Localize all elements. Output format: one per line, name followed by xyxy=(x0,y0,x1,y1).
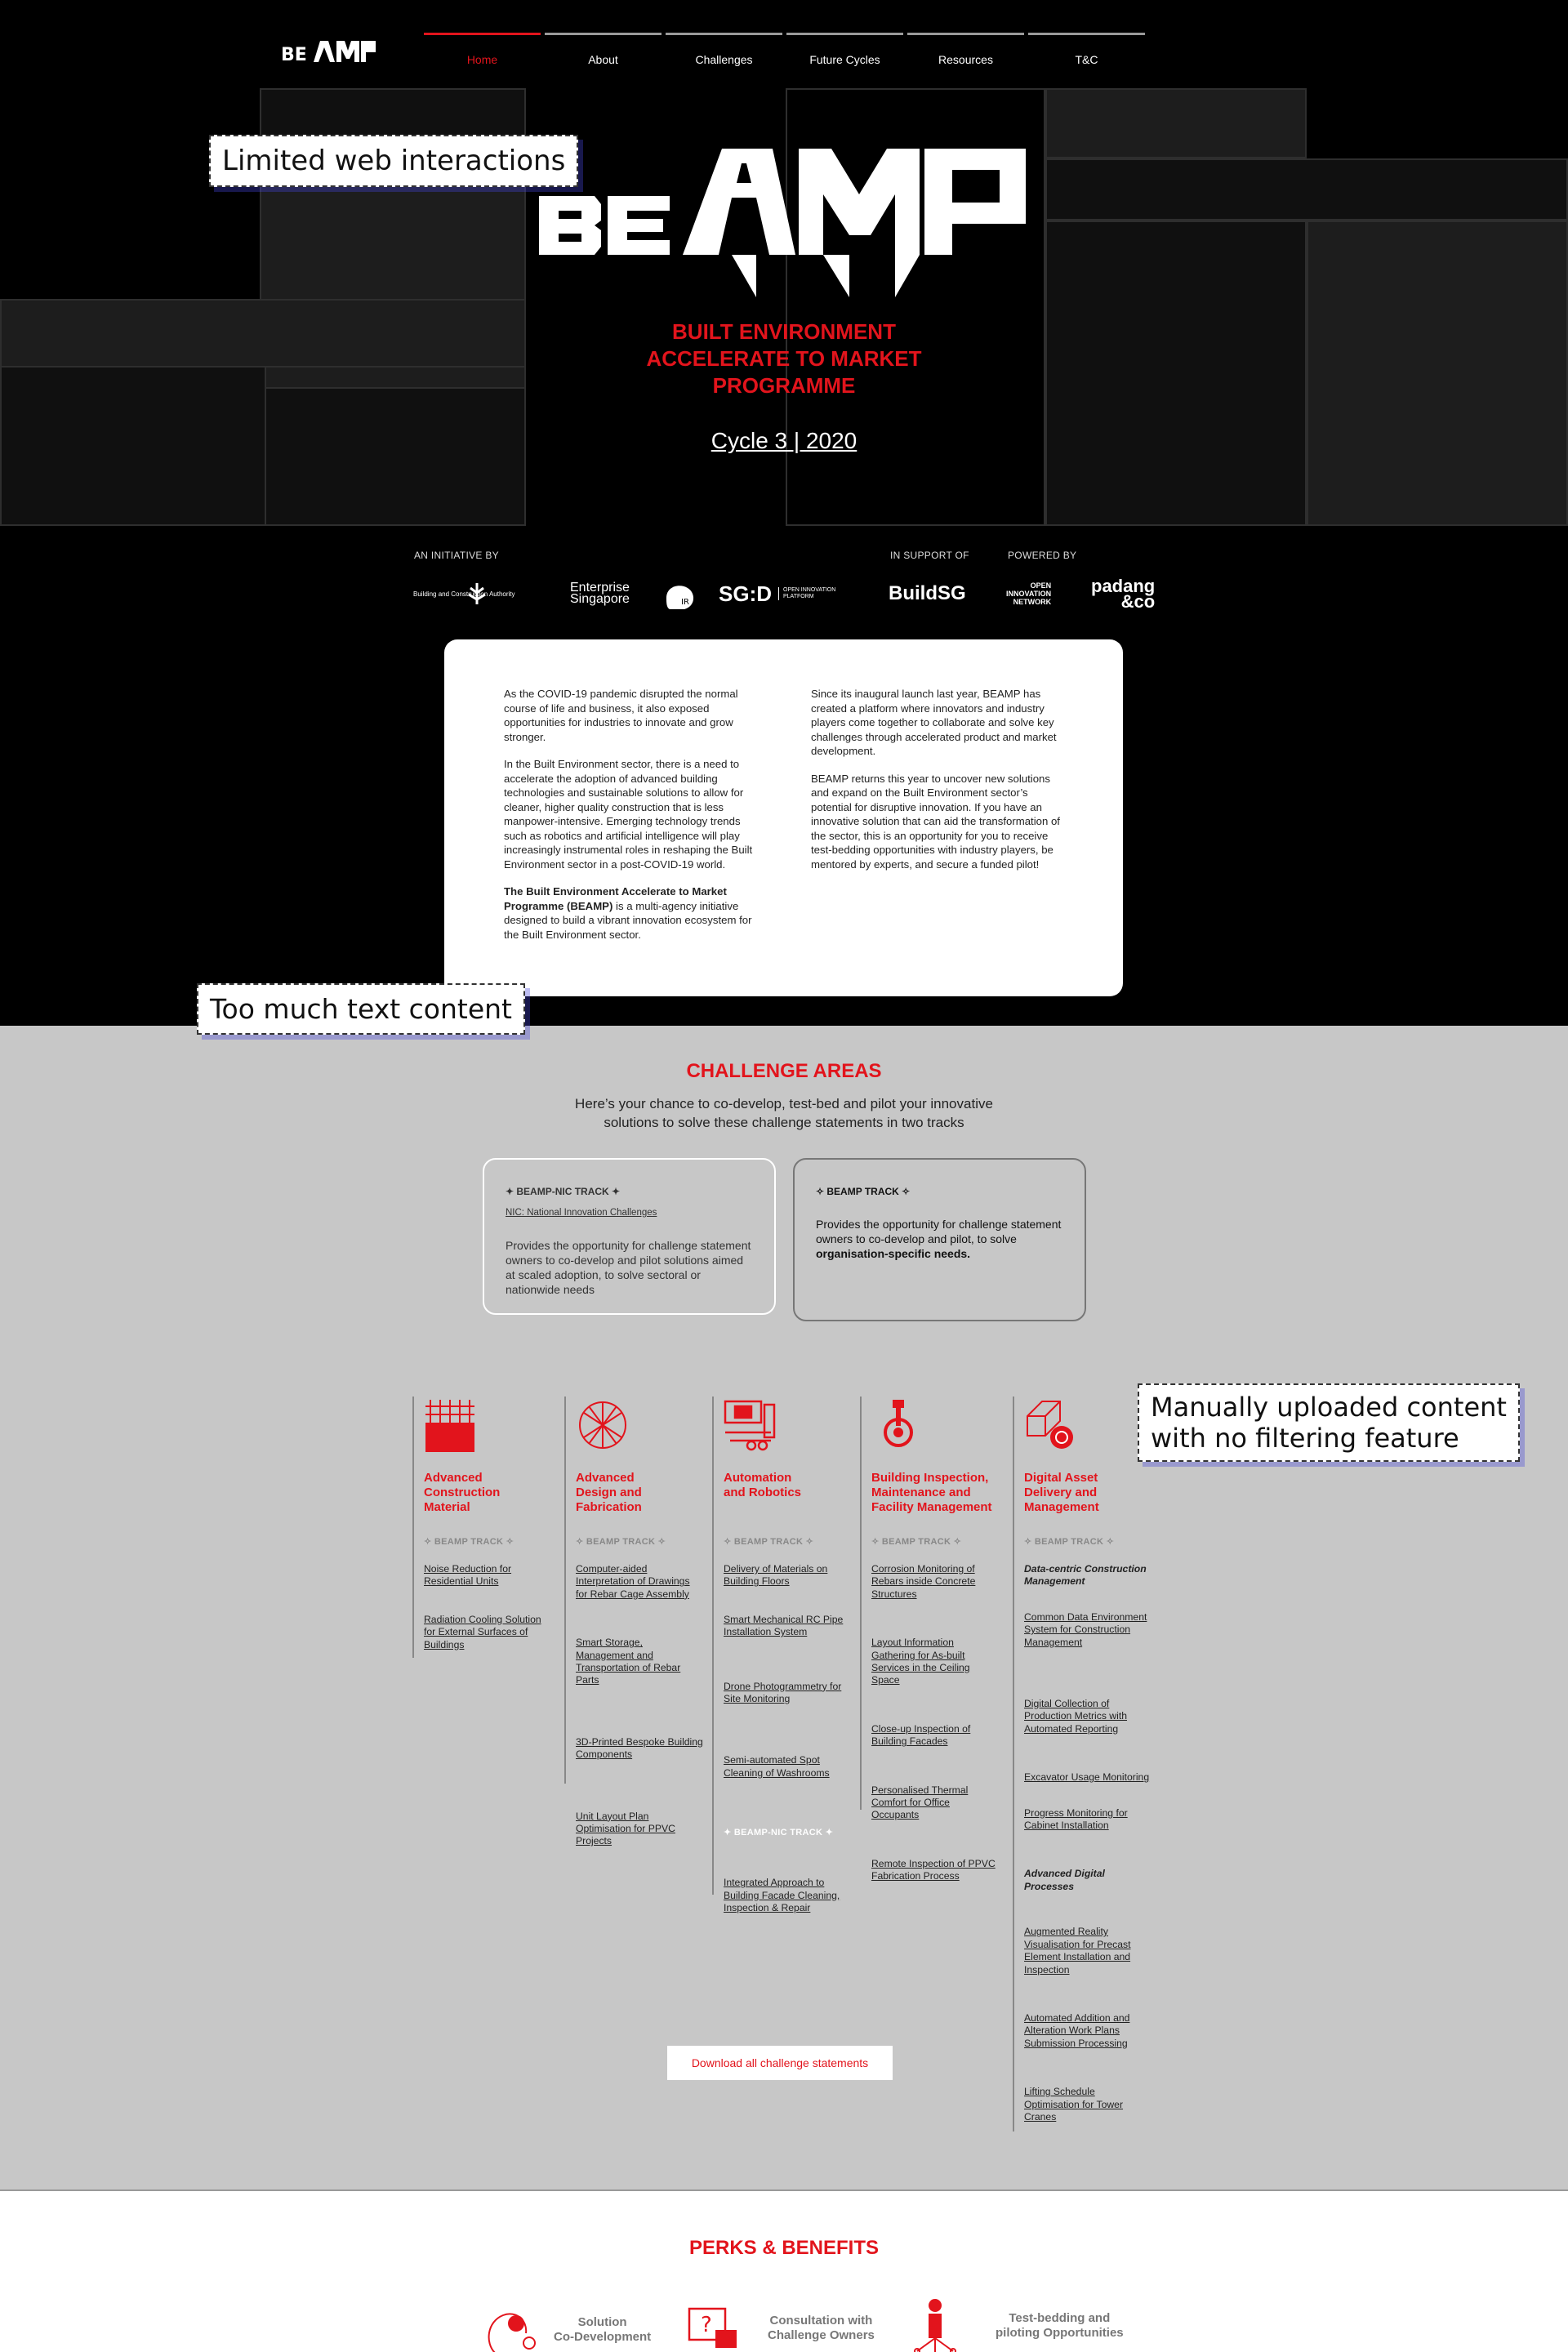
challenge-link[interactable]: Progress Monitoring for Cabinet Installation xyxy=(1024,1806,1128,1832)
perk-line: piloting Opportunities xyxy=(996,2326,1124,2340)
challenge-link[interactable]: Computer-aided Interpretation of Drawings for Rebar Cage Assembly xyxy=(576,1563,690,1600)
title-line: Automation xyxy=(724,1471,792,1485)
sgd-logo xyxy=(719,575,835,612)
challenge-link[interactable]: Personalised Thermal Comfort for Office Occupants xyxy=(871,1784,969,1821)
perk-label xyxy=(996,2311,1124,2341)
challenge-column-digital xyxy=(1013,1396,1152,2132)
column-title xyxy=(424,1471,551,1536)
nic-track-label: ✦ BEAMP-NIC TRACK ✦ xyxy=(724,1828,834,1838)
title-line: Advanced xyxy=(576,1471,635,1485)
challenge-title: CHALLENGE AREAS xyxy=(686,1060,882,1082)
es-line: Singapore xyxy=(570,592,630,606)
oin-line: OPEN xyxy=(1030,581,1052,590)
challenge-link[interactable]: Remote Inspection of PPVC Fabrication Process xyxy=(871,1857,996,1882)
challenge-link[interactable]: 3D-Printed Bespoke Building Components xyxy=(576,1735,703,1761)
challenge-column-robotics xyxy=(712,1396,851,1914)
nic-track-note[interactable]: NIC: National Innovation Challenges xyxy=(506,1208,657,1218)
challenge-link[interactable]: Smart Storage, Management and Transportation of Rebar Parts xyxy=(576,1637,681,1686)
challenge-column-material xyxy=(412,1396,551,1658)
intro-card xyxy=(444,639,1123,996)
title-line: Facility Management xyxy=(871,1500,992,1514)
challenge-link[interactable]: Unit Layout Plan Optimisation for PPVC Projects xyxy=(576,1810,675,1847)
nav-resources[interactable]: Resources xyxy=(907,33,1024,66)
cycle-link[interactable]: Cycle 3 | 2020 xyxy=(710,428,858,453)
perk-line: Challenge Owners xyxy=(768,2328,875,2342)
intro-left-column xyxy=(504,687,757,955)
nic-track-desc: Provides the opportunity for challenge statement owners to co-develop and pilot solutions aimed at scaled adoption, to solve sectoral or nationwide needs xyxy=(506,1239,751,1296)
tagline-line: ACCELERATE TO MARKET xyxy=(646,346,922,371)
intro-right-column xyxy=(811,687,1064,884)
initiative-label: AN INITIATIVE BY xyxy=(414,550,499,561)
perk-line: Consultation with xyxy=(769,2314,873,2328)
challenge-section xyxy=(0,1026,1568,2189)
title-line: Design and xyxy=(576,1486,642,1499)
challenge-link[interactable]: Layout Information Gathering for As-built Services in the Ceiling Space xyxy=(871,1637,970,1686)
imda-logo-icon xyxy=(663,581,697,611)
column-title xyxy=(1024,1471,1152,1536)
perk-item xyxy=(483,2305,651,2352)
challenge-link[interactable]: Delivery of Materials on Building Floors xyxy=(724,1563,828,1588)
beamp-track-desc xyxy=(816,1217,1063,1261)
intro-paragraph xyxy=(504,884,757,942)
perk-line: Test-bedding and xyxy=(1009,2311,1111,2325)
svg-text:IR: IR xyxy=(681,598,689,607)
subtitle-line: solutions to solve these challenge statements in two tracks xyxy=(604,1115,964,1130)
bca-name: Building and Construction Authority xyxy=(413,590,515,598)
title-line: Advanced xyxy=(424,1471,483,1485)
powered-label: POWERED BY xyxy=(1008,550,1077,561)
support-label: IN SUPPORT OF xyxy=(890,550,969,561)
enterprise-sg-logo xyxy=(570,575,630,612)
perk-line: Solution xyxy=(577,2315,627,2329)
challenge-link[interactable]: Augmented Reality Visualisation for Precast Element Installation and Inspection xyxy=(1024,1926,1131,1976)
download-challenges-button[interactable]: Download all challenge statements xyxy=(667,2046,893,2080)
track-label: ✧ BEAMP TRACK ✧ xyxy=(724,1537,814,1547)
network-person-icon xyxy=(911,2297,960,2352)
hero-tagline xyxy=(0,318,1568,399)
nav-tnc[interactable]: T&C xyxy=(1028,33,1145,66)
title-line: Material xyxy=(424,1500,470,1514)
column-title xyxy=(724,1471,851,1536)
perk-label xyxy=(768,2314,875,2343)
challenge-subtitle xyxy=(0,1094,1568,1132)
es-line: Enterprise xyxy=(570,581,630,595)
tagline-line: PROGRAMME xyxy=(712,373,856,398)
perks-title: PERKS & BENEFITS xyxy=(688,2237,880,2259)
intro-paragraph: As the COVID-19 pandemic disrupted the normal course of life and business, it also exposed opportunities for industries to innovate and grow stronger. xyxy=(504,688,738,743)
nav-future-cycles[interactable]: Future Cycles xyxy=(786,33,903,66)
buildsg-logo: BuildSG xyxy=(889,582,966,604)
oip-line: OPEN INNOVATION xyxy=(783,587,836,593)
title-line: Delivery and xyxy=(1024,1486,1098,1499)
question-chat-icon xyxy=(688,2305,738,2351)
padang-co-logo xyxy=(1091,575,1155,612)
nav-about[interactable]: About xyxy=(545,33,662,66)
oin-line: INNOVATION xyxy=(1006,590,1052,598)
bca-mark-icon xyxy=(466,581,488,606)
challenge-link[interactable]: Lifting Schedule Optimisation for Tower Cranes xyxy=(1024,2086,1124,2123)
title-line: Management xyxy=(1024,1500,1099,1514)
intro-paragraph: In the Built Environment sector, there is a need to accelerate the adoption of advanced building technologies and sustainable solutions to allow for cleaner, higher quality construction that is less manpower-intensive. Emerging technology trends such as robotics and artificial intelligence will play increasingly instrumental roles in reshaping the Built Environment sector in a post-COVID-19 world. xyxy=(504,758,753,871)
beamp-track-title: ✧ BEAMP TRACK ✧ xyxy=(816,1186,911,1197)
perk-line: Co-Development xyxy=(554,2330,652,2344)
beamp-definition: The Built Environment Accelerate to Market Programme (BEAMP) xyxy=(504,885,727,912)
beamp-desc-bold: organisation-specific needs. xyxy=(816,1247,971,1260)
intro-paragraph-tail: is a multi-agency initiative designed to build a vibrant innovation ecosystem for the Built Environment sector. xyxy=(504,899,752,941)
nav-home[interactable]: Home xyxy=(424,33,541,66)
title-line: Maintenance and xyxy=(871,1486,971,1499)
track-label: ✧ BEAMP TRACK ✧ xyxy=(424,1537,514,1547)
gear-head-icon xyxy=(483,2305,542,2352)
challenge-link[interactable]: Digital Collection of Production Metrics with Automated Reporting xyxy=(1024,1698,1127,1735)
title-line: Fabrication xyxy=(576,1500,642,1514)
padang-line: padang xyxy=(1091,576,1156,596)
open-innovation-network-logo xyxy=(1006,575,1051,612)
intro-paragraph: BEAMP returns this year to uncover new solutions and expand on the Built Environment sector’s potential for disruptive innovation. If you have an innovative solution that can aid the transformation of the sector, this is an opportunity for you to receive test-bedding opportunities with industry players, be mentored by experts, and secure a funded pilot! xyxy=(811,772,1060,871)
title-line: and Robotics xyxy=(724,1486,802,1499)
svg-text:BE: BE xyxy=(281,45,307,65)
annotation-manual-content xyxy=(1138,1383,1520,1462)
challenge-link[interactable]: Corrosion Monitoring of Rebars inside Concrete Structures xyxy=(871,1563,976,1600)
challenge-column-design xyxy=(564,1396,703,1847)
perk-label xyxy=(554,2315,651,2345)
subtitle-line: Here’s your chance to co-develop, test-bed and pilot your innovative xyxy=(575,1096,993,1111)
perk-item xyxy=(688,2305,875,2351)
bca-logo xyxy=(413,575,549,612)
beamp-logo xyxy=(536,145,1032,297)
challenge-link[interactable]: Smart Mechanical RC Pipe Installation System xyxy=(724,1613,844,1638)
perks-section xyxy=(0,2189,1568,2352)
sgd-text: SG:D xyxy=(719,581,772,606)
svg-text:?: ? xyxy=(701,2313,712,2337)
annotation-web-interactions: Limited web interactions xyxy=(209,135,578,187)
digital-icon xyxy=(1022,1396,1080,1454)
hero-block xyxy=(1045,158,1568,220)
design-icon xyxy=(574,1396,631,1454)
nic-track-title: ✦ BEAMP-NIC TRACK ✦ xyxy=(506,1186,621,1197)
beamp-logo-small[interactable] xyxy=(281,38,379,65)
material-icon xyxy=(422,1396,479,1454)
challenge-link[interactable]: Integrated Approach to Building Facade Cleaning, Inspection & Repair xyxy=(724,1877,840,1914)
title-line: Digital Asset xyxy=(1024,1471,1098,1485)
oip-line: PLATFORM xyxy=(783,594,814,599)
challenge-link[interactable]: Noise Reduction for Residential Units xyxy=(424,1563,512,1588)
title-line: Building Inspection, xyxy=(871,1471,989,1485)
hero-block xyxy=(1045,88,1307,158)
group-heading: Data-centric Construction Management xyxy=(1024,1563,1147,1588)
nic-track-card[interactable] xyxy=(483,1158,776,1315)
track-label: ✧ BEAMP TRACK ✧ xyxy=(576,1537,666,1547)
track-label: ✧ BEAMP TRACK ✧ xyxy=(1024,1537,1115,1547)
challenge-link[interactable]: Excavator Usage Monitoring xyxy=(1024,1771,1150,1784)
perk-item xyxy=(911,2297,1124,2352)
title-line: Construction xyxy=(424,1486,501,1499)
group-heading: Advanced Digital Processes xyxy=(1024,1868,1105,1892)
challenge-column-inspection xyxy=(860,1396,999,1882)
tagline-line: BUILT ENVIRONMENT xyxy=(672,319,896,344)
challenge-link[interactable]: Semi-automated Spot Cleaning of Washrooms xyxy=(724,1754,830,1779)
annotation-line: with no filtering feature xyxy=(1151,1423,1459,1454)
padang-line: &co xyxy=(1120,591,1156,612)
challenge-link[interactable]: Close-up Inspection of Building Facades xyxy=(871,1722,971,1748)
main-nav xyxy=(424,33,1145,66)
oin-line: NETWORK xyxy=(1013,598,1052,606)
robot-icon xyxy=(722,1396,779,1454)
annotation-line: Manually uploaded content xyxy=(1151,1392,1507,1423)
challenge-link[interactable]: Drone Photogrammetry for Site Monitoring xyxy=(724,1680,842,1705)
track-label: ✧ BEAMP TRACK ✧ xyxy=(871,1537,962,1547)
column-title xyxy=(871,1471,999,1536)
beamp-track-card[interactable] xyxy=(793,1158,1086,1321)
annotation-text-content: Too much text content xyxy=(197,983,525,1035)
intro-paragraph: Since its inaugural launch last year, BEAMP has created a platform where innovators and industry players come together to collaborate and solve key challenges through accelerated product and market development. xyxy=(811,688,1057,757)
challenge-link[interactable]: Automated Addition and Alteration Work Plans Submission Processing xyxy=(1024,2011,1130,2049)
nav-challenges[interactable]: Challenges xyxy=(666,33,782,66)
challenge-link[interactable]: Common Data Environment System for Construction Management xyxy=(1024,1610,1147,1648)
beamp-desc-text: Provides the opportunity for challenge statement owners to co-develop and pilot, to solve xyxy=(816,1218,1062,1245)
column-title xyxy=(576,1471,703,1536)
inspection-icon xyxy=(870,1396,927,1454)
challenge-link[interactable]: Radiation Cooling Solution for External Surfaces of Buildings xyxy=(424,1613,541,1650)
